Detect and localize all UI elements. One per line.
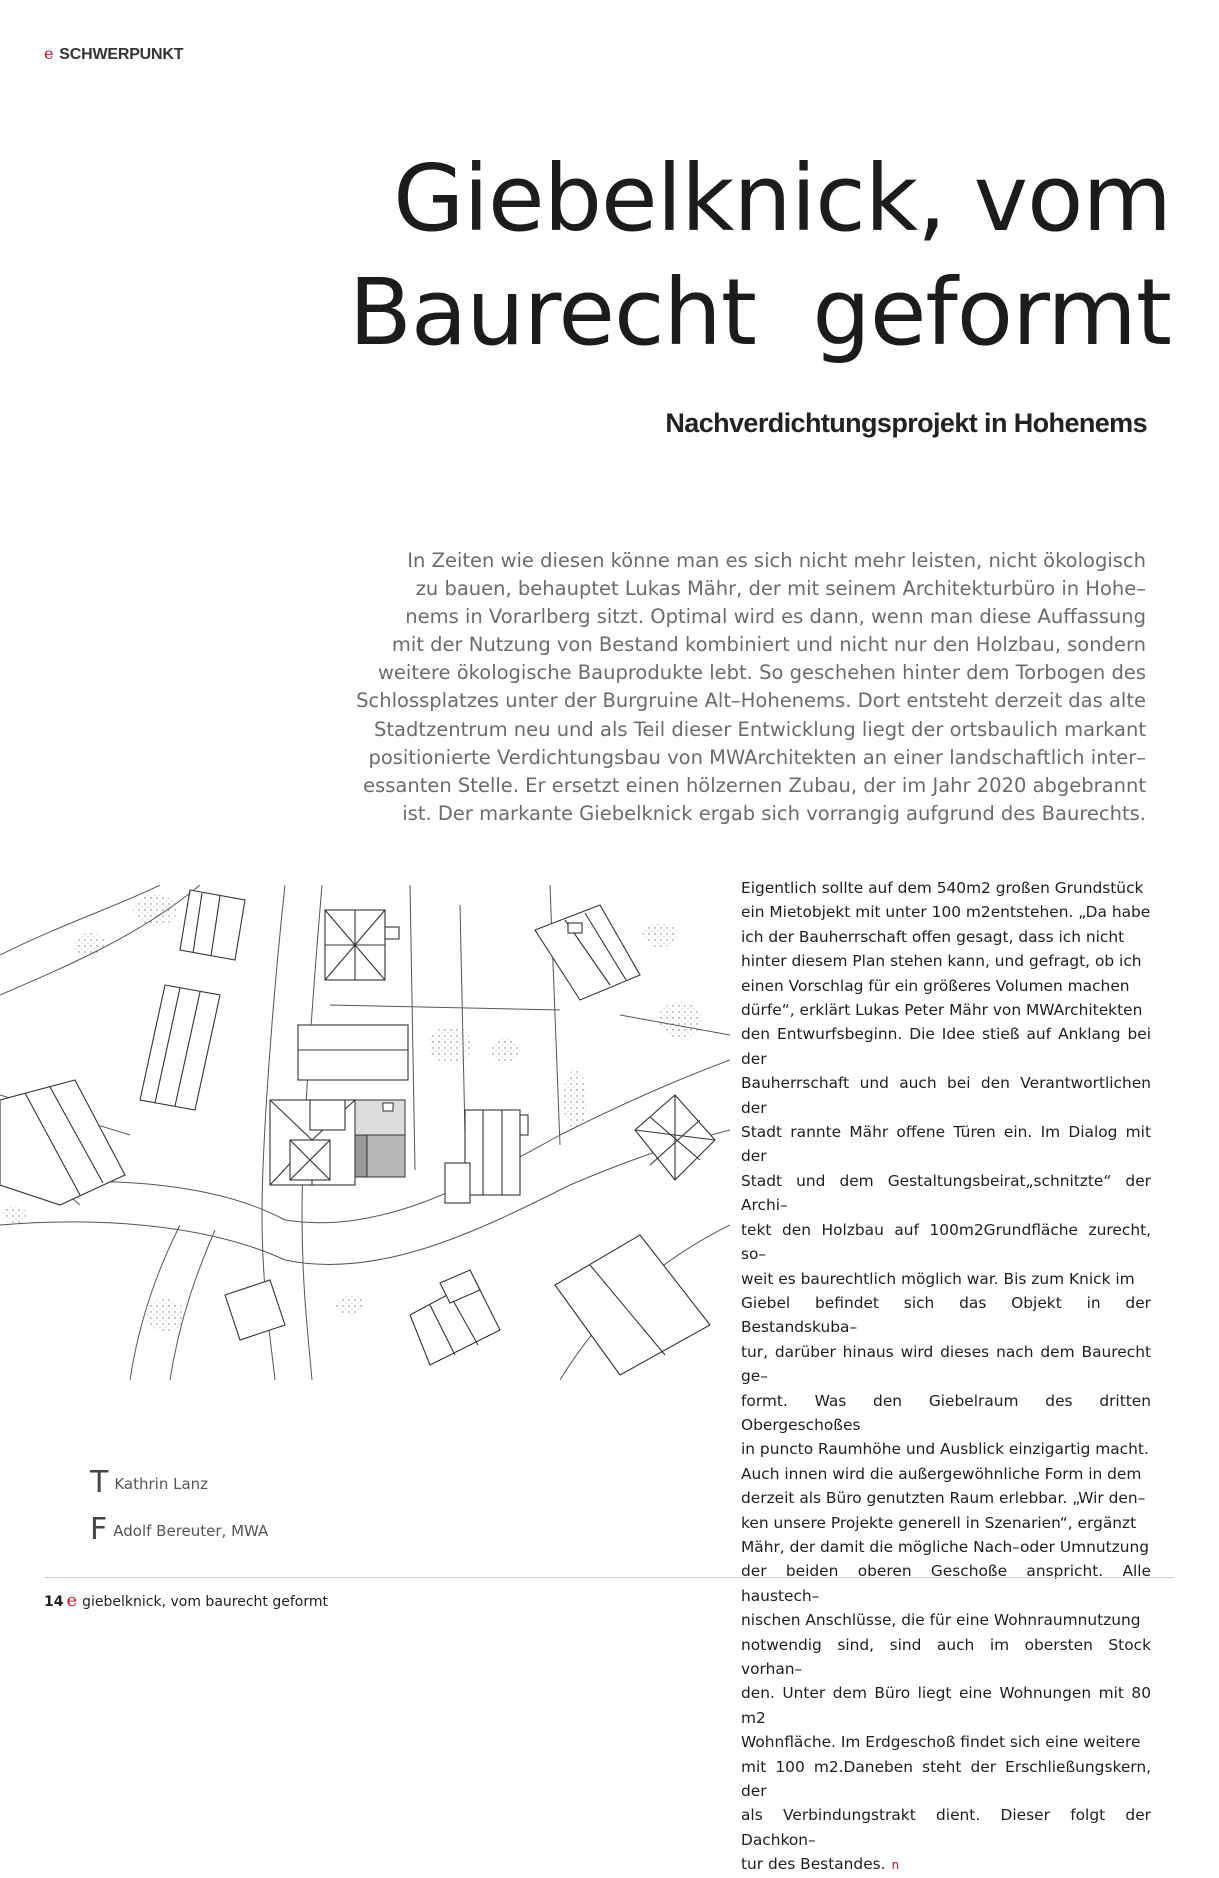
page-number: 14 (44, 1594, 64, 1610)
body-line: Eigentlich sollte auf dem 540m2 großen Grundstück (741, 879, 1144, 897)
lead-paragraph (340, 547, 1146, 828)
end-mark-icon: n (891, 1858, 900, 1873)
body-line: in puncto Raumhöhe und Ausblick einzigartig macht. (741, 1440, 1149, 1459)
magazine-mark-icon: e (44, 44, 54, 63)
lead-line: nems in Vorarlberg sitzt. Optimal wird es dann, wenn man diese Auffassung (405, 605, 1146, 629)
lead-line: positionierte Verdichtungsbau von MWArchitekten an einer landschaftlich inter– (368, 745, 1146, 769)
photo-credit-letter: F (90, 1512, 108, 1547)
lead-line: weitere ökologische Bauprodukte lebt. So geschehen hinter dem Torbogen des (377, 661, 1146, 685)
body-line: ein Mietobjekt mit unter 100 m2entstehen. „Da habe (741, 903, 1151, 922)
body-line: dürfe“, erklärt Lukas Peter Mähr von MWArchitekten (741, 1001, 1143, 1020)
body-line: ken unsere Projekte generell in Szenarien“, ergänzt (741, 1513, 1137, 1532)
body-line: nischen Anschlüsse, die für eine Wohnraumnutzung (741, 1611, 1141, 1630)
photo-credit-author: Adolf Bereuter, MWA (113, 1522, 269, 1540)
body-line: Auch innen wird die außergewöhnliche Form in dem (741, 1464, 1142, 1483)
text-credit-letter: T (90, 1465, 109, 1500)
body-line: Bauherrschaft und auch bei den Verantwortlichen der (741, 1074, 1151, 1117)
photo-credit (90, 1512, 268, 1547)
footer-divider (44, 1577, 1174, 1578)
body-line: den. Unter dem Büro liegt eine Wohnungen mit 80 m2 (741, 1684, 1151, 1727)
section-label: SCHWERPUNKT (59, 46, 184, 63)
body-line: formt. Was den Giebelraum des dritten Obergeschoßes (741, 1391, 1151, 1434)
body-line: tur des Bestandes. (741, 1855, 886, 1874)
page-footer (44, 1590, 328, 1611)
body-line: Mähr, der damit die mögliche Nach–oder Umnutzung (741, 1537, 1150, 1556)
body-line: als Verbindungstrakt dient. Dieser folgt der Dachkon– (741, 1806, 1151, 1849)
lead-line: In Zeiten wie diesen könne man es sich nicht mehr leisten, nicht ökologisch (407, 549, 1146, 572)
lead-line: Schlossplatzes unter der Burgruine Alt–Hohenems. Dort entsteht derzeit das alte (356, 689, 1146, 713)
title-line-1: Giebelknick, vom (393, 145, 1171, 252)
body-line: den Entwurfsbeginn. Die Idee stieß auf Anklang bei der (741, 1025, 1151, 1068)
text-credit (90, 1465, 208, 1500)
lead-line: mit der Nutzung von Bestand kombiniert und nicht nur den Holzbau, sondern (391, 633, 1146, 657)
site-plan-drawing (0, 885, 730, 1380)
section-tag (44, 44, 183, 64)
body-line: tur, darüber hinaus wird dieses nach dem Baurecht ge– (741, 1342, 1151, 1386)
body-line: notwendig sind, sind auch im obersten Stock vorhan– (741, 1635, 1151, 1678)
body-line: Stadt und dem Gestaltungsbeirat„schnitzte“ der Archi– (741, 1171, 1151, 1215)
magazine-mark-icon: e (66, 1590, 78, 1611)
lead-line: zu bauen, behauptet Lukas Mähr, der mit seinem Architekturbüro in Hohe– (415, 577, 1146, 601)
text-credit-author: Kathrin Lanz (114, 1475, 209, 1493)
body-line: mit 100 m2.Daneben steht der Erschließungskern, der (741, 1757, 1151, 1801)
body-line: Wohnfläche. Im Erdgeschoß findet sich eine weitere (741, 1733, 1141, 1752)
body-line: Giebel befindet sich das Objekt in der Bestandskuba– (741, 1293, 1151, 1337)
body-line: ich der Bauherrschaft offen gesagt, dass ich nicht (741, 927, 1125, 946)
body-line: der beiden oberen Geschoße anspricht. Alle haustech– (741, 1562, 1151, 1605)
title-line-2: Baurecht geformt (348, 259, 1171, 366)
article-title (171, 142, 1171, 370)
body-line: weit es baurechtlich möglich war. Bis zum Knick im (741, 1269, 1135, 1288)
body-line: einen Vorschlag für ein größeres Volumen machen (741, 976, 1130, 995)
body-line: derzeit als Büro genutzten Raum erlebbar. „Wir den– (741, 1489, 1146, 1508)
running-title: giebelknick, vom baurecht geformt (82, 1594, 328, 1610)
body-line: tekt den Holzbau auf 100m2Grundfläche zurecht, so– (741, 1220, 1151, 1264)
lead-line: ist. Der markante Giebelknick ergab sich vorrangig aufgrund des Baurechts. (402, 801, 1146, 825)
body-line: hinter diesem Plan stehen kann, und gefragt, ob ich (741, 952, 1142, 971)
body-line: Stadt rannte Mähr offene Türen ein. Im Dialog mit der (741, 1123, 1151, 1166)
body-text (741, 876, 1151, 1878)
lead-line: essanten Stelle. Er ersetzt einen hölzernen Zubau, der im Jahr 2020 abgebrannt (363, 773, 1146, 797)
article-subtitle: Nachverdichtungsprojekt in Hohenems (665, 408, 1147, 438)
lead-line: Stadtzentrum neu und als Teil dieser Entwicklung liegt der ortsbaulich markant (373, 717, 1146, 741)
